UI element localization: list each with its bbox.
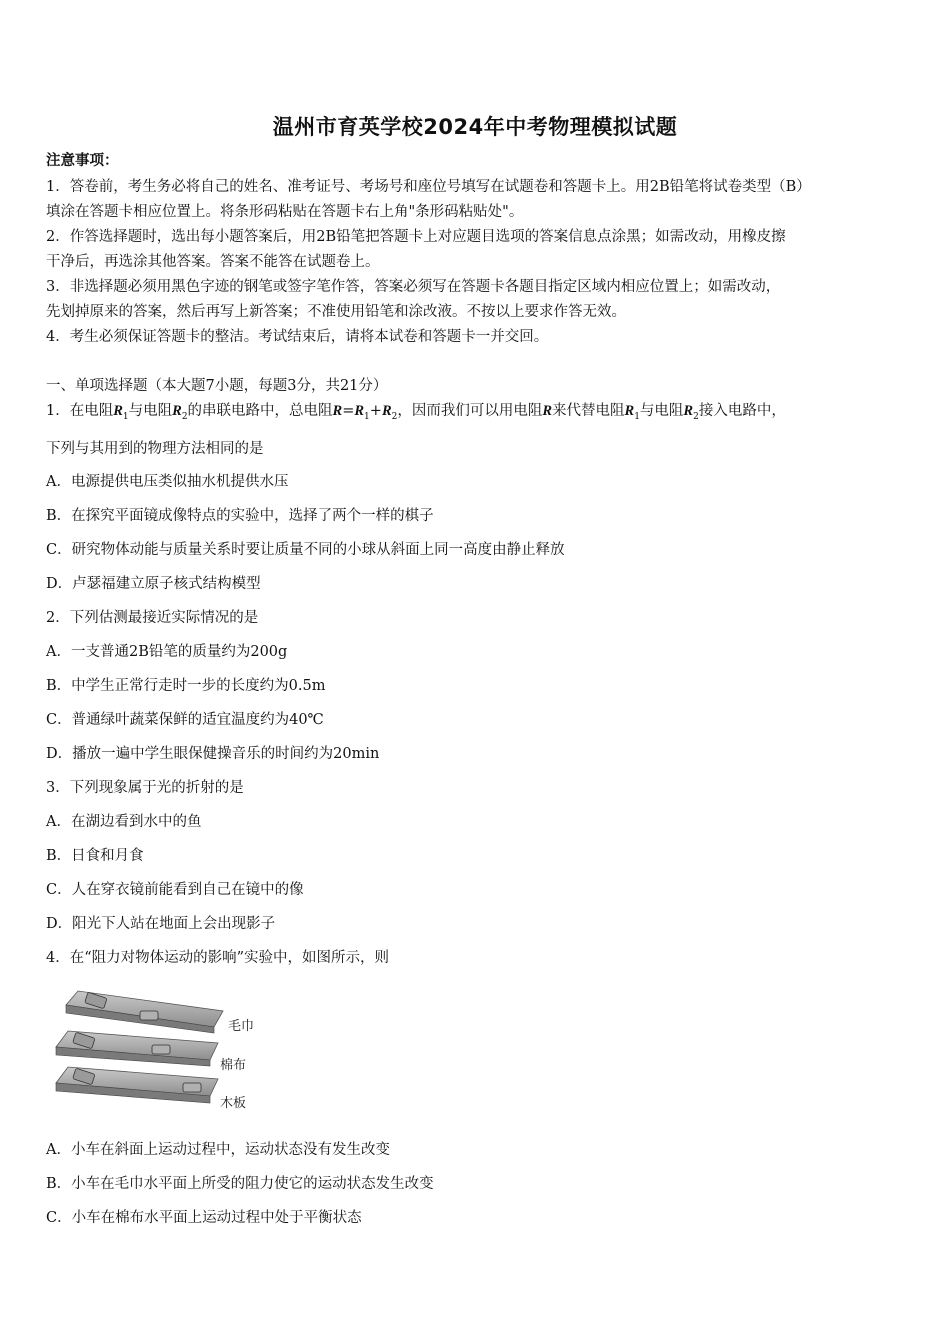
- notice-line: 4．考生必须保证答题卡的整洁。考试结束后，请将本试卷和答题卡一并交回。: [46, 329, 549, 345]
- ramp-towel: [66, 991, 223, 1033]
- resistor-symbol: R: [624, 403, 635, 419]
- label-cotton: 棉布: [220, 1058, 247, 1073]
- q1-text: 与电阻: [639, 403, 684, 419]
- notice-line: 填涂在答题卡相应位置上。将条形码粘贴在答题卡右上角"条形码粘贴处"。: [46, 204, 524, 220]
- resistor-symbol: R: [172, 403, 182, 419]
- plus-sign: +: [369, 403, 382, 419]
- ramp-cotton: [56, 1031, 218, 1066]
- q2-option-a: A．一支普通2B铅笔的质量约为200g: [46, 644, 288, 660]
- q4-stem: 4．在“阻力对物体运动的影响”实验中，如图所示，则: [46, 950, 390, 966]
- q2-option-b: B．中学生正常行走时一步的长度约为0.5m: [46, 678, 326, 694]
- q4-option-b: B．小车在毛巾水平面上所受的阻力使它的运动状态发生改变: [46, 1176, 434, 1192]
- q1-option-b: B．在探究平面镜成像特点的实验中，选择了两个一样的棋子: [46, 508, 434, 524]
- page-title: 温州市育英学校2024年中考物理模拟试题: [272, 115, 678, 139]
- q2-option-d: D．播放一遍中学生眼保健操音乐的时间约为20min: [46, 746, 380, 762]
- q3-option-b: B．日食和月食: [46, 848, 144, 864]
- subscript: 1: [634, 411, 640, 422]
- q1-text: 接入电路中，: [698, 403, 786, 419]
- subscript: 2: [181, 411, 188, 422]
- equals-sign: =: [342, 403, 355, 419]
- notice-line: 干净后，再选涂其他答案。答案不能答在试题卷上。: [46, 254, 380, 270]
- resistor-symbol: R: [332, 403, 343, 419]
- notice-line: 1．答卷前，考生务必将自己的姓名、准考证号、考场号和座位号填写在试题卷和答题卡上。用2B铅笔将试卷类型（B）: [46, 179, 811, 195]
- section-heading: 一、单项选择题（本大题7小题，每题3分，共21分）: [46, 378, 388, 394]
- q3-option-a: A．在湖边看到水中的鱼: [46, 814, 202, 830]
- q1-option-d: D．卢瑟福建立原子核式结构模型: [46, 576, 261, 592]
- notice-heading: 注意事项：: [46, 152, 119, 169]
- q1-text: 来代替电阻: [552, 403, 625, 419]
- q2-option-c: C．普通绿叶蔬菜保鲜的适宜温度约为40℃: [46, 712, 324, 728]
- notice-line: 3．非选择题必须用黑色字迹的钢笔或签字笔作答，答案必须写在答题卡各题目指定区域内相应位置上；如需改动，: [46, 279, 781, 295]
- ramp-experiment-illustration: [48, 983, 268, 1118]
- q1-text: 的串联电路中，总电阻: [187, 403, 333, 419]
- q4-option-a: A．小车在斜面上运动过程中，运动状态没有发生改变: [46, 1142, 390, 1158]
- q3-option-c: C．人在穿衣镜前能看到自己在镜中的像: [46, 882, 304, 898]
- q1-option-c: C．研究物体动能与质量关系时要让质量不同的小球从斜面上同一高度由静止释放: [46, 542, 565, 558]
- subscript: 1: [122, 411, 129, 422]
- subscript: 2: [391, 411, 398, 422]
- resistor-symbol: R: [683, 403, 694, 419]
- notice-line: 2．作答选择题时，选出每小题答案后，用2B铅笔把答题卡上对应题目选项的答案信息点涂黑；如需改动，用橡皮擦: [46, 229, 786, 245]
- label-towel: 毛巾: [228, 1019, 255, 1034]
- q3-stem: 3．下列现象属于光的折射的是: [46, 780, 244, 796]
- q1-stem-line2: 下列与其用到的物理方法相同的是: [46, 441, 264, 457]
- notice-line: 先划掉原来的答案，然后再写上新答案；不准使用铅笔和涂改液。不按以上要求作答无效。: [46, 304, 626, 320]
- resistor-symbol: R: [381, 403, 392, 419]
- q3-option-d: D．阳光下人站在地面上会出现影子: [46, 916, 276, 932]
- q2-stem: 2．下列估测最接近实际情况的是: [46, 610, 259, 626]
- resistor-symbol: R: [542, 403, 553, 419]
- q1-option-a: A．电源提供电压类似抽水机提供水压: [46, 474, 289, 490]
- subscript: 2: [693, 411, 699, 422]
- q4-option-c: C．小车在棉布水平面上运动过程中处于平衡状态: [46, 1210, 362, 1226]
- label-wood: 木板: [220, 1096, 247, 1111]
- q1-text: 与电阻: [128, 403, 173, 419]
- subscript: 1: [364, 411, 370, 422]
- q1-text: ，因而我们可以用电阻: [397, 403, 543, 419]
- q1-text: 1．在电阻: [46, 403, 114, 419]
- ramp-wood: [56, 1067, 218, 1103]
- ramp-experiment-figure: [48, 983, 268, 1118]
- q1-stem: [46, 401, 786, 427]
- resistor-symbol: R: [113, 403, 123, 419]
- resistor-symbol: R: [354, 403, 365, 419]
